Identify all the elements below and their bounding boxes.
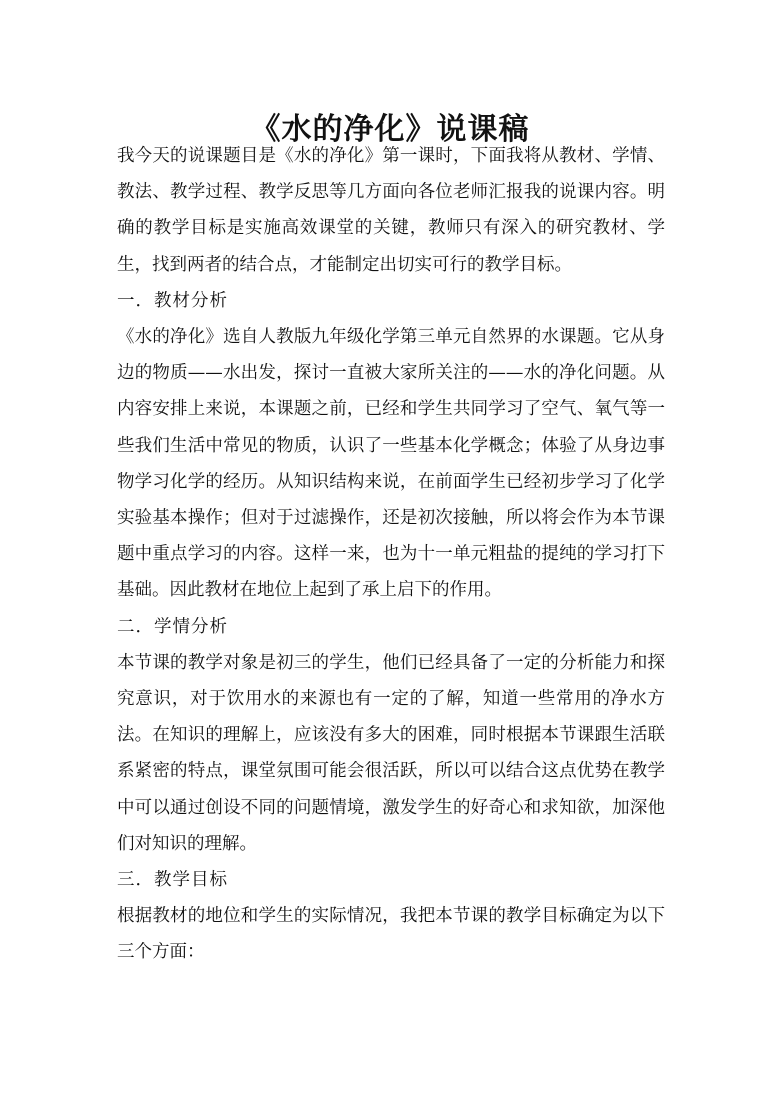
teaching-goals-paragraph: 根据教材的地位和学生的实际情况，我把本节课的教学目标确定为以下三个方面： bbox=[117, 906, 665, 963]
section-heading-textbook-analysis: 一．教材分析 bbox=[117, 290, 228, 311]
document-title: 《水的净化》说课稿 bbox=[250, 112, 530, 148]
textbook-analysis-paragraph: 《水的净化》选自人教版九年级化学第三单元自然界的水课题。它从身边的物质——水出发，探讨一直被大家所关注的——水的净化问题。从内容安排上来说，本课题之前，已经和学生共同学习了空气、氧气等一些我们生活中常见的物质，认识了一些基本化学概念；体验了从身边事物学习化学的经历。从知识结构来说，在前面学生已经初步学习了化学实验基本操作；但对于过滤操作，还是初次接触，所以将会作为本节课题中重点学习的内容。这样一来，也为十一单元粗盐的提纯的学习打下基础。因此教材在地位上起到了承上启下的作用。 bbox=[117, 327, 665, 601]
section-heading-student-analysis: 二．学情分析 bbox=[117, 616, 228, 637]
intro-paragraph: 我今天的说课题目是《水的净化》第一课时，下面我将从教材、学情、教法、教学过程、教学反思等几方面向各位老师汇报我的说课内容。明确的教学目标是实施高效课堂的关键，教师只有深入的研究教材、学生，找到两者的结合点，才能制定出切实可行的教学目标。 bbox=[117, 146, 665, 275]
section-heading-teaching-goals: 三．教学目标 bbox=[117, 870, 228, 891]
document-body bbox=[117, 138, 665, 971]
student-analysis-paragraph: 本节课的教学对象是初三的学生，他们已经具备了一定的分析能力和探究意识，对于饮用水的来源也有一定的了解，知道一些常用的净水方法。在知识的理解上，应该没有多大的困难，同时根据本节课跟生活联系紧密的特点，课堂氛围可能会很活跃，所以可以结合这点优势在教学中可以通过创设不同的问题情境，激发学生的好奇心和求知欲，加深他们对知识的理解。 bbox=[117, 652, 665, 854]
